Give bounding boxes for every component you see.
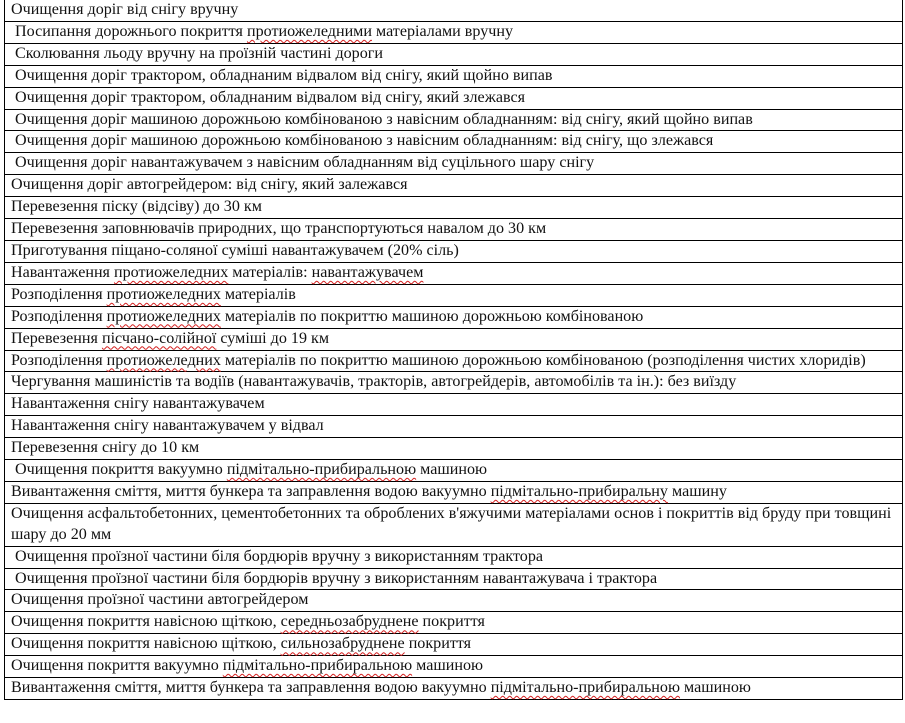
table-row <box>5 65 903 87</box>
table-row <box>5 219 903 241</box>
table-cell-work-item[interactable] <box>5 394 903 416</box>
work-item-text: Перевезення заповнювачів природних, що транспортуються навалом до 30 км <box>11 220 547 238</box>
table-cell-work-item[interactable] <box>5 438 903 460</box>
table-row <box>5 131 903 153</box>
table-cell-work-item[interactable] <box>5 175 903 197</box>
table-row <box>5 306 903 328</box>
spellcheck-flag[interactable]: середньозабруднене <box>280 613 419 631</box>
work-item-text: Навантаження снігу навантажувачем у відвал <box>11 417 324 435</box>
table-row <box>5 0 903 21</box>
work-item-text: Очищення доріг машиною дорожньою комбінованою з навісним обладнанням: від снігу, який щойно випав <box>15 110 753 128</box>
spellcheck-flag[interactable]: пісчано-солійної <box>101 329 217 347</box>
table-row <box>5 481 903 503</box>
table-row <box>5 197 903 219</box>
table-row <box>5 438 903 460</box>
table-cell-work-item[interactable] <box>5 678 903 700</box>
table-cell-work-item[interactable] <box>5 656 903 678</box>
table-row <box>5 394 903 416</box>
table-cell-work-item[interactable] <box>5 350 903 372</box>
table-row <box>5 175 903 197</box>
table-cell-work-item[interactable] <box>5 503 903 546</box>
table-cell-work-item[interactable] <box>5 546 903 568</box>
spellcheck-flag[interactable]: навантажувачем <box>311 263 424 281</box>
work-item-text: Розподілення протиожеледних матеріалів по покриттю машиною дорожньою комбінованою <box>11 307 644 325</box>
table-cell-work-item[interactable] <box>5 372 903 394</box>
work-item-text: Вивантаження сміття, миття бункера та заправлення водою вакуумно підмітально-прибиральну машину <box>11 482 727 500</box>
table-cell-work-item[interactable] <box>5 568 903 590</box>
work-item-text: Очищення покриття вакуумно підмітально-прибиральною машиною <box>15 461 488 479</box>
table-row <box>5 43 903 65</box>
table-row <box>5 21 903 43</box>
table-row <box>5 612 903 634</box>
table-cell-work-item[interactable] <box>5 219 903 241</box>
table-row <box>5 240 903 262</box>
table-cell-work-item[interactable] <box>5 306 903 328</box>
table-cell-work-item[interactable] <box>5 43 903 65</box>
spellcheck-flag[interactable]: підмітально-прибиральною <box>222 657 413 675</box>
table-row <box>5 153 903 175</box>
work-item-text: Очищення покриття вакуумно підмітально-прибиральною машиною <box>11 657 484 675</box>
table-cell-work-item[interactable] <box>5 634 903 656</box>
table-cell-work-item[interactable] <box>5 197 903 219</box>
table-row <box>5 109 903 131</box>
work-item-text: Розподілення протиожеледних матеріалів <box>11 285 296 303</box>
spellcheck-flag[interactable]: протиожеледними <box>246 22 372 40</box>
table-body <box>5 0 903 700</box>
work-item-text: Перевезення пісчано-солійної суміші до 19 км <box>11 329 330 347</box>
work-item-text: Очищення проїзної частини біля бордюрів вручну з використанням навантажувача і трактора <box>15 569 658 587</box>
table-cell-work-item[interactable] <box>5 590 903 612</box>
table-cell-work-item[interactable] <box>5 153 903 175</box>
table-row <box>5 590 903 612</box>
work-item-text: Чергування машиністів та водіїв (навантажувачів, тракторів, автогрейдерів, автомобілів та ін.): без виїзду <box>11 373 737 391</box>
work-item-text: Очищення доріг трактором, обладнаним відвалом від снігу, який злежався <box>15 88 526 106</box>
spellcheck-flag[interactable]: протиожеледних <box>106 307 221 325</box>
work-item-text: Приготування піщано-соляної суміші навантажувачем (20% сіль) <box>11 241 459 259</box>
table-row <box>5 568 903 590</box>
table-row <box>5 416 903 438</box>
table-row <box>5 460 903 482</box>
table-cell-work-item[interactable] <box>5 0 903 21</box>
table-cell-work-item[interactable] <box>5 416 903 438</box>
table-row <box>5 87 903 109</box>
table-row <box>5 372 903 394</box>
work-item-text: Очищення проїзної частини біля бордюрів вручну з використанням трактора <box>15 547 544 565</box>
spellcheck-flag[interactable]: протиожеледних <box>113 263 229 281</box>
spellcheck-flag[interactable]: протиожеледних <box>106 351 221 369</box>
work-item-text: Навантаження снігу навантажувачем <box>11 395 265 413</box>
table-cell-work-item[interactable] <box>5 481 903 503</box>
table-row <box>5 262 903 284</box>
work-item-text: Очищення проїзної частини автогрейдером <box>11 591 309 609</box>
table-row <box>5 546 903 568</box>
table-cell-work-item[interactable] <box>5 240 903 262</box>
table-row <box>5 328 903 350</box>
work-item-text: Очищення асфальтобетонних, цементобетонних та оброблених в'яжучими матеріалами основ і покриттів від бруду при товщині шару до 20 мм <box>11 504 892 543</box>
table-cell-work-item[interactable] <box>5 284 903 306</box>
table-cell-work-item[interactable] <box>5 65 903 87</box>
work-item-text: Очищення доріг машиною дорожньою комбінованою з навісним обладнанням: від снігу, що злежався <box>15 132 714 150</box>
work-item-text: Сколювання льоду вручну на проїзній частині дороги <box>15 44 383 62</box>
work-item-text: Очищення покриття навісною щіткою, сильнозабруднене покриття <box>11 635 472 653</box>
work-item-text: Навантаження протиожеледних матеріалів: навантажувачем <box>11 263 424 281</box>
table-row <box>5 656 903 678</box>
spellcheck-flag[interactable]: протиожеледних <box>106 285 221 303</box>
work-item-text: Очищення доріг навантажувачем з навісним обладнанням від суцільного шару снігу <box>15 154 595 172</box>
table-cell-work-item[interactable] <box>5 87 903 109</box>
spellcheck-flag[interactable]: підмітально-прибиральною <box>226 461 417 479</box>
table-row <box>5 634 903 656</box>
work-item-text: Посипання дорожнього покриття протиожеледними матеріалами вручну <box>15 22 514 40</box>
table-cell-work-item[interactable] <box>5 21 903 43</box>
work-item-text: Вивантаження сміття, миття бункера та заправлення водою вакуумно підмітально-прибиральною машиною <box>11 679 751 697</box>
spellcheck-flag[interactable]: підмітально-прибиральною <box>490 679 680 697</box>
table-cell-work-item[interactable] <box>5 460 903 482</box>
table-cell-work-item[interactable] <box>5 109 903 131</box>
work-item-text: Очищення покриття навісною щіткою, середньозабруднене покриття <box>11 613 485 631</box>
table-cell-work-item[interactable] <box>5 262 903 284</box>
table-row <box>5 350 903 372</box>
table-cell-work-item[interactable] <box>5 131 903 153</box>
work-item-text: Перевезення снігу до 10 км <box>11 439 200 457</box>
work-item-text: Розподілення протиожеледних матеріалів по покриттю машиною дорожньою комбінованою (розподілення чистих хлоридів) <box>11 351 866 369</box>
spellcheck-flag[interactable]: сильнозабруднене <box>280 635 405 653</box>
work-item-text: Очищення доріг трактором, обладнаним відвалом від снігу, який щойно випав <box>15 66 553 84</box>
table-row <box>5 284 903 306</box>
table-cell-work-item[interactable] <box>5 612 903 634</box>
table-cell-work-item[interactable] <box>5 328 903 350</box>
work-item-text: Перевезення піску (відсіву) до 30 км <box>11 198 262 216</box>
table-row <box>5 678 903 700</box>
work-types-table <box>4 0 903 700</box>
work-item-text: Очищення доріг автогрейдером: від снігу, який залежався <box>11 176 408 194</box>
work-item-text: Очищення доріг від снігу вручну <box>11 1 239 18</box>
table-row <box>5 503 903 546</box>
spellcheck-flag[interactable]: підмітально-прибиральну <box>490 482 668 500</box>
